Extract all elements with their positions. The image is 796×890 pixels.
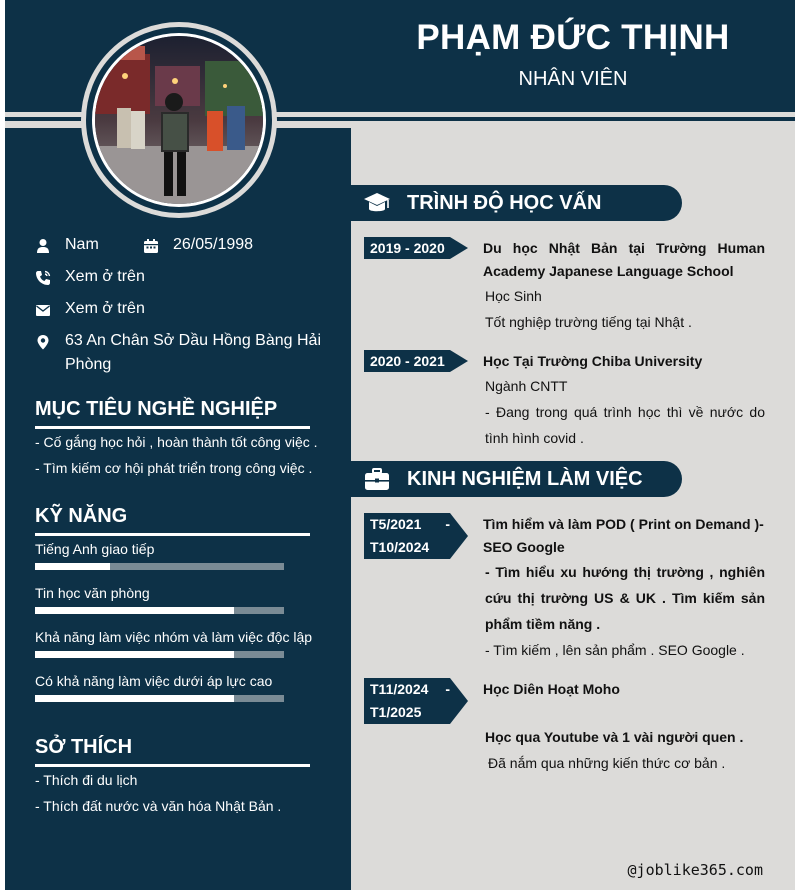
skill-bar-fill	[35, 607, 234, 614]
experience-company: Học Diên Hoạt Moho	[483, 681, 620, 697]
education-date-tag	[364, 350, 450, 372]
birthdate-value: 26/05/1998	[173, 236, 254, 253]
skill-label: Tin học văn phòng	[35, 585, 150, 601]
address-value: 63 An Chân Sở Dầu Hồng Bàng Hải Phòng	[65, 332, 321, 373]
education-school: Học Tại Trường Chiba University	[483, 353, 703, 369]
skills-heading: KỸ NĂNG	[35, 505, 128, 527]
gender-row	[35, 236, 99, 257]
experience-detail: - Tìm hiểu xu hướng thị trường , nghiên cứu thị trường US & UK . Tìm kiếm sản phẩm tiềm năng .	[485, 564, 765, 632]
experience-date-start: T11/2024	[370, 681, 429, 697]
phone-value: Xem ở trên	[65, 268, 145, 285]
skill-bar	[35, 563, 284, 570]
skill-label: Tiếng Anh giao tiếp	[35, 541, 155, 557]
education-date-tag	[364, 237, 450, 259]
candidate-role: NHÂN VIÊN	[518, 68, 628, 90]
watermark: @joblike365.com	[627, 861, 763, 879]
location-pin-icon	[35, 334, 51, 350]
education-school: Du học Nhật Bản tại Trường Human Academy Japanese Language School	[483, 240, 765, 279]
experience-detail: Học qua Youtube và 1 vài người quen .	[485, 729, 744, 745]
objective-heading: MỤC TIÊU NGHỀ NGHIỆP	[35, 398, 278, 420]
avatar	[92, 33, 266, 207]
candidate-name: PHẠM ĐỨC THỊNH	[416, 18, 730, 57]
education-heading: TRÌNH ĐỘ HỌC VẤN	[407, 191, 602, 214]
experience-date-tag	[364, 513, 450, 559]
envelope-icon	[35, 302, 51, 318]
skill-bar	[35, 607, 284, 614]
avatar-photo	[95, 36, 263, 204]
education-major: Ngành CNTT	[485, 378, 568, 394]
experience-detail: Đã nắm qua những kiến thức cơ bản .	[488, 755, 726, 771]
gender-value: Nam	[65, 236, 99, 253]
education-major: Học Sinh	[485, 288, 542, 304]
hobbies-heading: SỞ THÍCH	[35, 736, 133, 758]
skill-bar-fill	[35, 563, 110, 570]
experience-date-separator: -	[445, 681, 450, 697]
experience-ribbon	[351, 461, 682, 497]
experience-date-separator: -	[445, 516, 450, 532]
skill-bar-fill	[35, 651, 234, 658]
experience-date-start: T5/2021	[370, 516, 422, 532]
experience-company: Tìm hiểm và làm POD ( Print on Demand )- SEO Google	[483, 516, 764, 555]
experience-heading: KINH NGHIỆM LÀM VIỆC	[407, 467, 643, 490]
hobby-item: - Thích đất nước và văn hóa Nhật Bản .	[35, 798, 282, 814]
birthdate-row	[143, 236, 253, 257]
objective-item: - Cố gắng học hỏi , hoàn thành tốt công việc .	[35, 434, 318, 450]
objective-item: - Tìm kiếm cơ hội phát triển trong công việc .	[35, 460, 313, 476]
education-desc: Tốt nghiệp trường tiếng tại Nhật .	[485, 314, 692, 330]
person-icon	[35, 238, 51, 254]
hobbies-underline	[35, 764, 310, 767]
skill-label: Có khả năng làm việc dưới áp lực cao	[35, 673, 273, 689]
graduation-cap-icon	[363, 189, 391, 217]
education-date: 2019 - 2020	[370, 240, 445, 256]
experience-date-end: T1/2025	[370, 704, 422, 720]
education-date: 2020 - 2021	[370, 353, 445, 369]
email-value: Xem ở trên	[65, 300, 145, 317]
skills-underline	[35, 533, 310, 536]
experience-detail: - Tìm kiếm , lên sản phẩm . SEO Google .	[485, 642, 745, 658]
education-ribbon	[351, 185, 682, 221]
avatar-frame	[81, 22, 277, 218]
objective-underline	[35, 426, 310, 429]
address-row	[35, 332, 335, 377]
skill-bar-fill	[35, 695, 234, 702]
email-row	[35, 300, 145, 321]
cv-page	[5, 0, 795, 890]
briefcase-icon	[363, 465, 391, 493]
skill-bar	[35, 695, 284, 702]
skill-bar	[35, 651, 284, 658]
calendar-icon	[143, 238, 159, 254]
phone-row	[35, 268, 145, 289]
education-desc: - Đang trong quá trình học thì về nước do tình hình covid .	[485, 404, 765, 446]
phone-icon	[35, 270, 51, 286]
experience-date-end: T10/2024	[370, 539, 430, 555]
hobby-item: - Thích đi du lịch	[35, 772, 138, 788]
experience-date-tag	[364, 678, 450, 724]
skill-label: Khả năng làm việc nhóm và làm việc độc lập	[35, 629, 313, 645]
